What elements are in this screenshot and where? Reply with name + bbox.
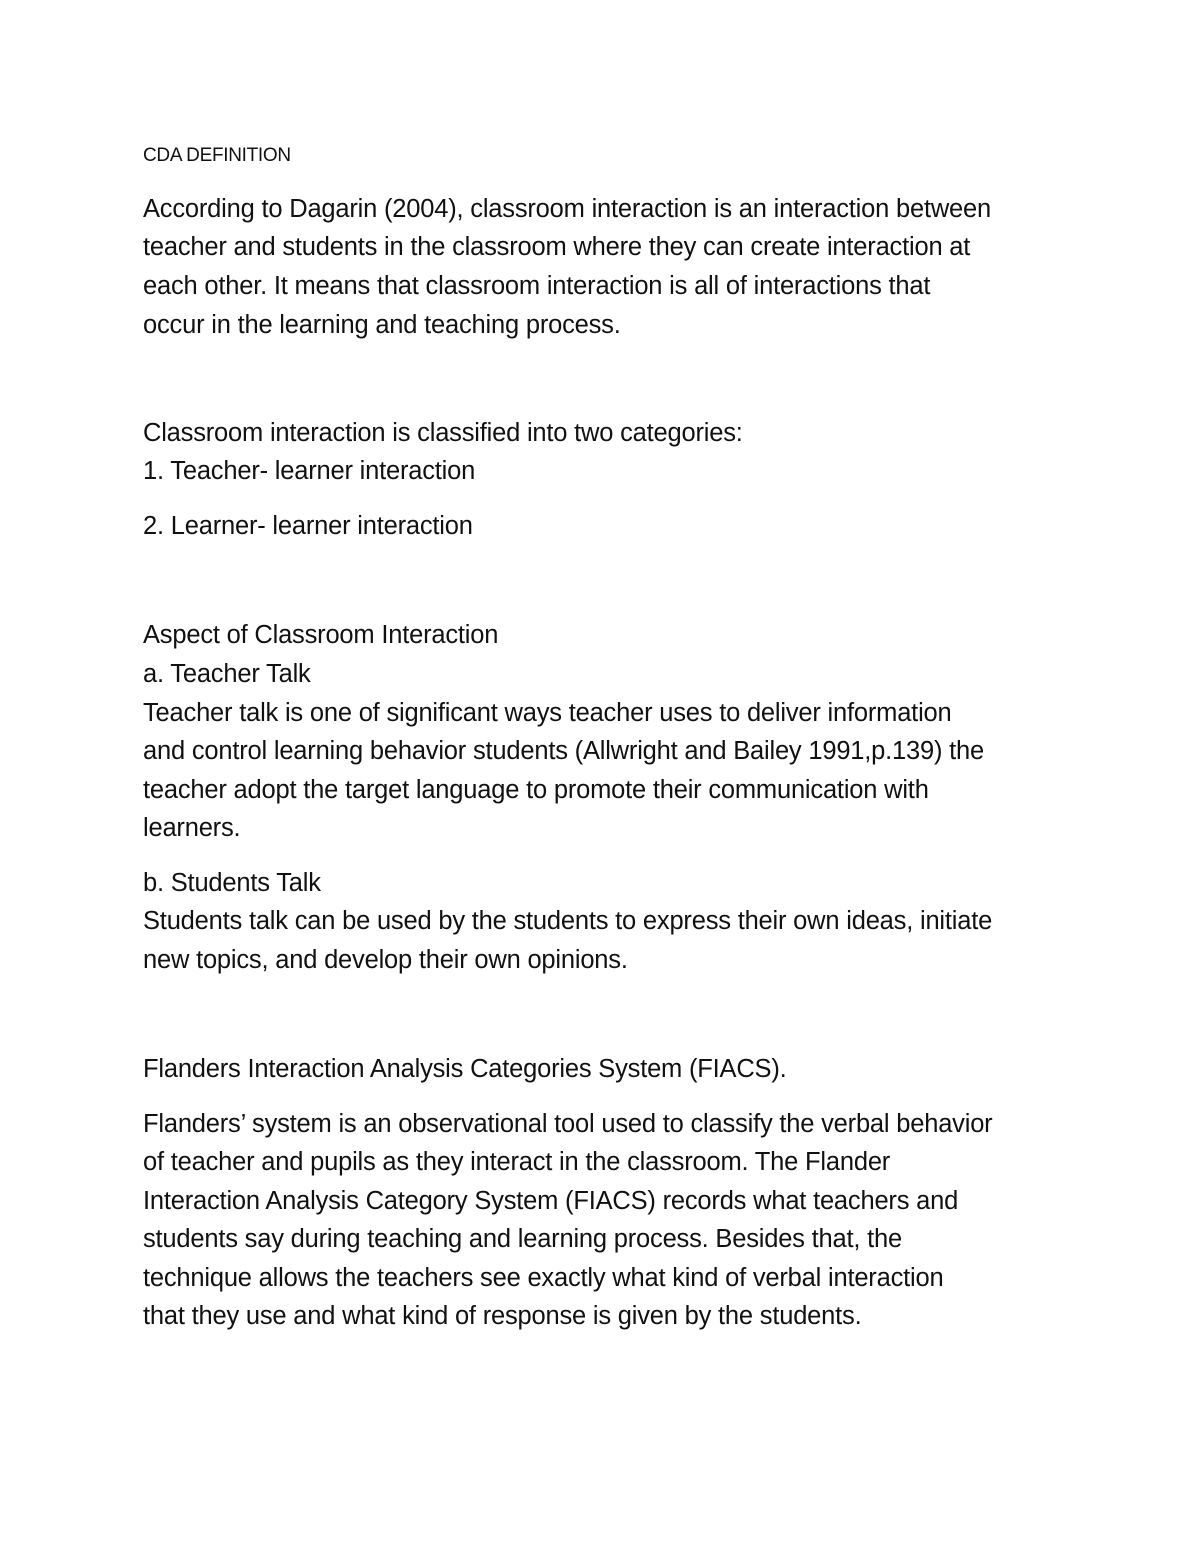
teacher-talk-line-2: and control learning behavior students (Allwright and Bailey 1991,p.139) the <box>143 737 985 765</box>
students-talk-heading: b. Students Talk <box>143 869 321 897</box>
category-item-1: 1. Teacher- learner interaction <box>143 457 476 485</box>
students-talk-line-2: new topics, and develop their own opinions. <box>143 946 628 974</box>
students-talk-line-1: Students talk can be used by the students to express their own ideas, initiate <box>143 907 993 935</box>
para1-line-2: teacher and students in the classroom where they can create interaction at <box>143 233 971 261</box>
category-item-2: 2. Learner- learner interaction <box>143 512 473 540</box>
document-heading: CDA DEFINITION <box>143 145 291 166</box>
fiacs-line-6: that they use and what kind of response is given by the students. <box>143 1302 862 1330</box>
teacher-talk-heading: a. Teacher Talk <box>143 660 311 688</box>
para1-line-4: occur in the learning and teaching process. <box>143 311 621 339</box>
fiacs-line-5: technique allows the teachers see exactly what kind of verbal interaction <box>143 1264 944 1292</box>
fiacs-line-2: of teacher and pupils as they interact in the classroom. The Flander <box>143 1148 891 1176</box>
classified-intro: Classroom interaction is classified into two categories: <box>143 419 743 447</box>
fiacs-line-4: students say during teaching and learning process. Besides that, the <box>143 1225 902 1253</box>
para1-line-1: According to Dagarin (2004), classroom interaction is an interaction between <box>143 195 992 223</box>
fiacs-line-1: Flanders’ system is an observational tool used to classify the verbal behavior <box>143 1110 993 1138</box>
teacher-talk-line-3: teacher adopt the target language to promote their communication with <box>143 776 929 804</box>
fiacs-heading: Flanders Interaction Analysis Categories System (FIACS). <box>143 1055 787 1083</box>
teacher-talk-line-4: learners. <box>143 814 241 842</box>
fiacs-line-3: Interaction Analysis Category System (FIACS) records what teachers and <box>143 1187 959 1215</box>
para1-line-3: each other. It means that classroom interaction is all of interactions that <box>143 272 931 300</box>
aspect-heading: Aspect of Classroom Interaction <box>143 621 499 649</box>
teacher-talk-line-1: Teacher talk is one of significant ways teacher uses to deliver information <box>143 699 952 727</box>
